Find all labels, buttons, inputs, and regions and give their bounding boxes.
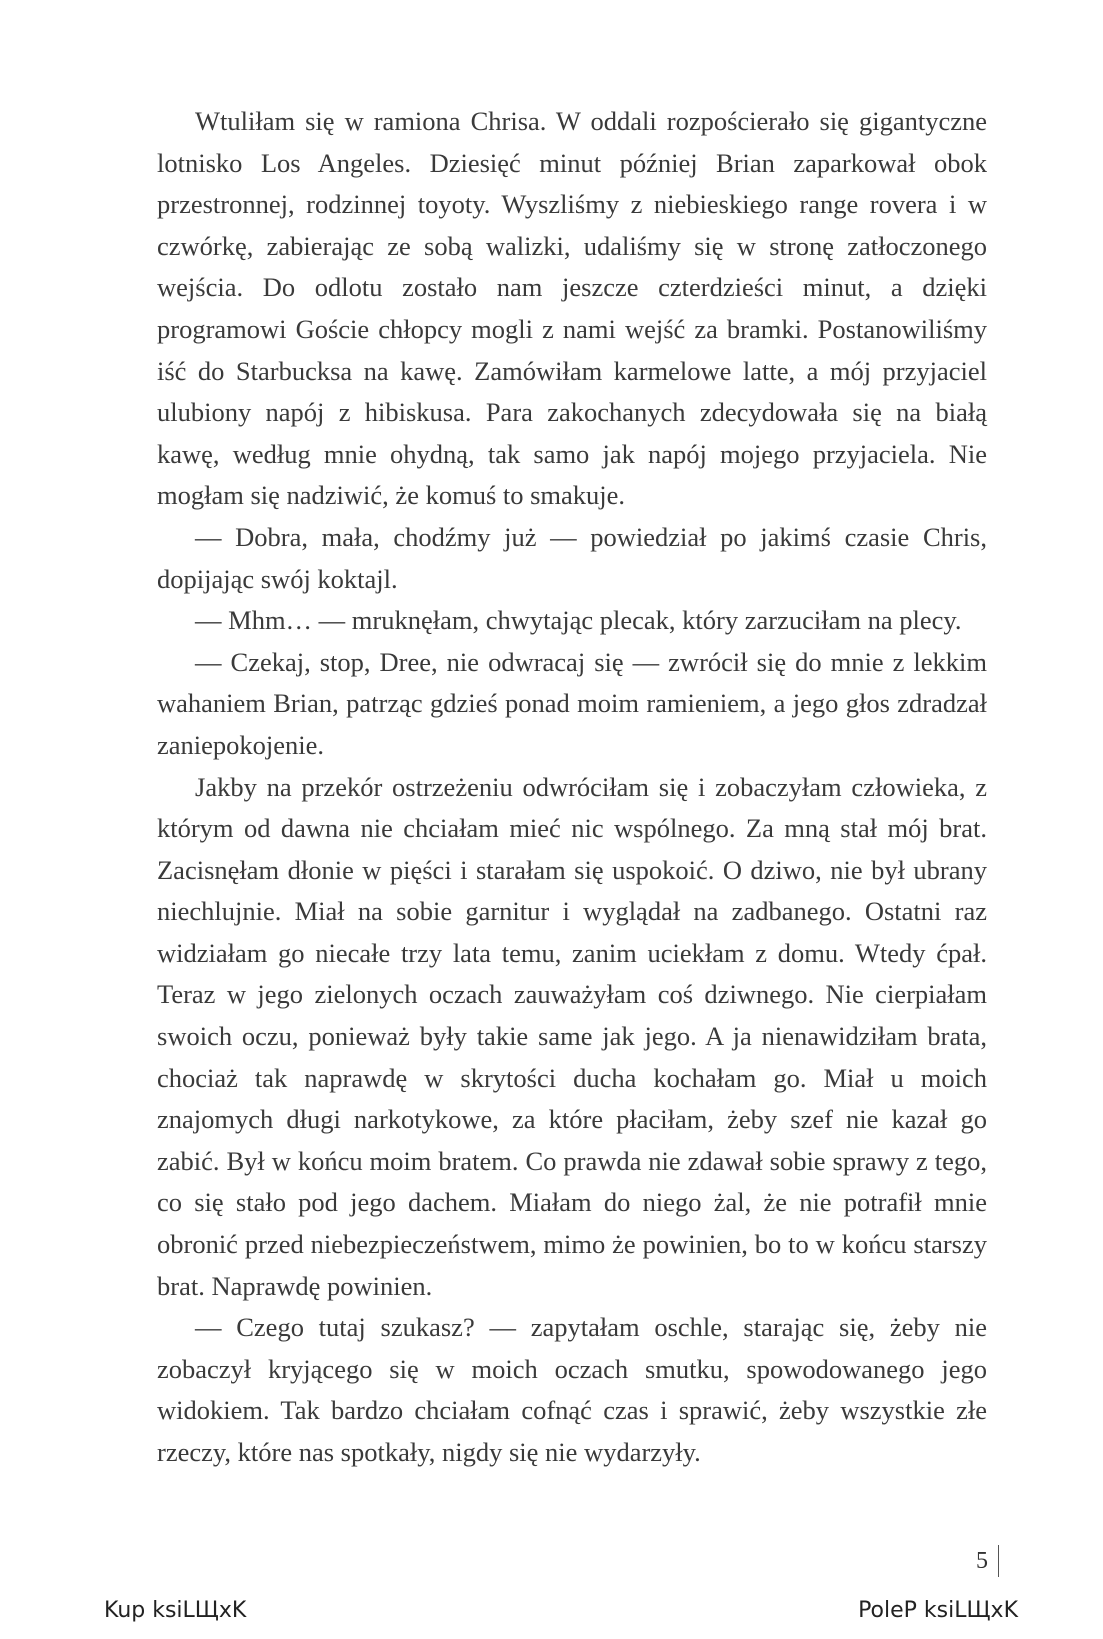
page-number-block	[976, 1544, 999, 1578]
paragraph: — Czego tutaj szukasz? — zapytałam oschle, starając się, żeby nie zobaczył kryjącego się w moich oczach smutku, spowodowanego jego widokiem. Tak bardzo chciałam cofnąć czas i sprawić, żeby wszystkie złe rzeczy, które nas spotkały, nigdy się nie wydarzyły.	[157, 1312, 987, 1467]
buy-book-link[interactable]: Kup ksiLЩxK	[104, 1598, 247, 1623]
body-text	[157, 101, 987, 1474]
page-number-rule	[998, 1545, 999, 1577]
paragraph: Jakby na przekór ostrzeżeniu odwróciłam się i zobaczyłam człowieka, z którym od dawna nie chciałam mieć nic wspólnego. Za mną stał mój brat. Zacisnęłam dłonie w pięści i starałam się uspokoić. O dziwo, nie był ubrany niechlujnie. Miał na sobie garnitur i wyglądał na zadbanego. Ostatni raz widziałam go niecałe trzy lata temu, zanim uciekłam z domu. Wtedy ćpał. Teraz w jego zielonych oczach zauważyłam coś dziwnego. Nie cierpiałam swoich oczu, ponieważ były takie same jak jego. A ja nienawidziłam brata, chociaż tak naprawdę w skrytości ducha kochałam go. Miał u moich znajomych długi narkotykowe, za które płaciłam, żeby szef nie kazał go zabić. Był w końcu moim bratem. Co prawda nie zdawał sobie sprawy z tego, co się stało pod jego dachem. Miałam do niego żal, że nie potrafił mnie obronić przed niebezpieczeństwem, mimo że powinien, bo to w końcu starszy brat. Naprawdę powinien.	[157, 771, 987, 1301]
paragraph: — Mhm… — mruknęłam, chwytając plecak, który zarzuciłam na plecy.	[195, 605, 962, 636]
paragraph: — Czekaj, stop, Dree, nie odwracaj się — zwrócił się do mnie z lekkim wahaniem Brian, patrząc gdzieś ponad moim ramieniem, a jego głos zdradzał zaniepokojenie.	[157, 646, 987, 760]
paragraph: — Dobra, mała, chodźmy już — powiedział po jakimś czasie Chris, dopijając swój koktajl.	[157, 521, 987, 594]
page-number: 5	[976, 1547, 988, 1574]
recommend-book-link[interactable]: PoleP ksiLЩxK	[858, 1598, 1018, 1623]
paragraph: Wtuliłam się w ramiona Chrisa. W oddali rozpościerało się gigantyczne lotnisko Los Angeles. Dziesięć minut później Brian zaparkował obok przestronnej, rodzinnej toyoty. Wyszliśmy z niebieskiego range rovera i w czwórkę, zabierając ze sobą walizki, udaliśmy się w stronę zatłoczonego wejścia. Do odlotu zostało nam jeszcze czterdzieści minut, a dzięki programowi Goście chłopcy mogli z nami wejść za bramki. Postanowiliśmy iść do Starbucksa na kawę. Zamówiłam karmelowe latte, a mój przyjaciel ulubiony napój z hibiskusa. Para zakochanych zdecydowała się na białą kawę, według mnie ohydną, tak samo jak napój mojego przyjaciela. Nie mogłam się nadziwić, że komuś to smakuje.	[157, 106, 987, 511]
